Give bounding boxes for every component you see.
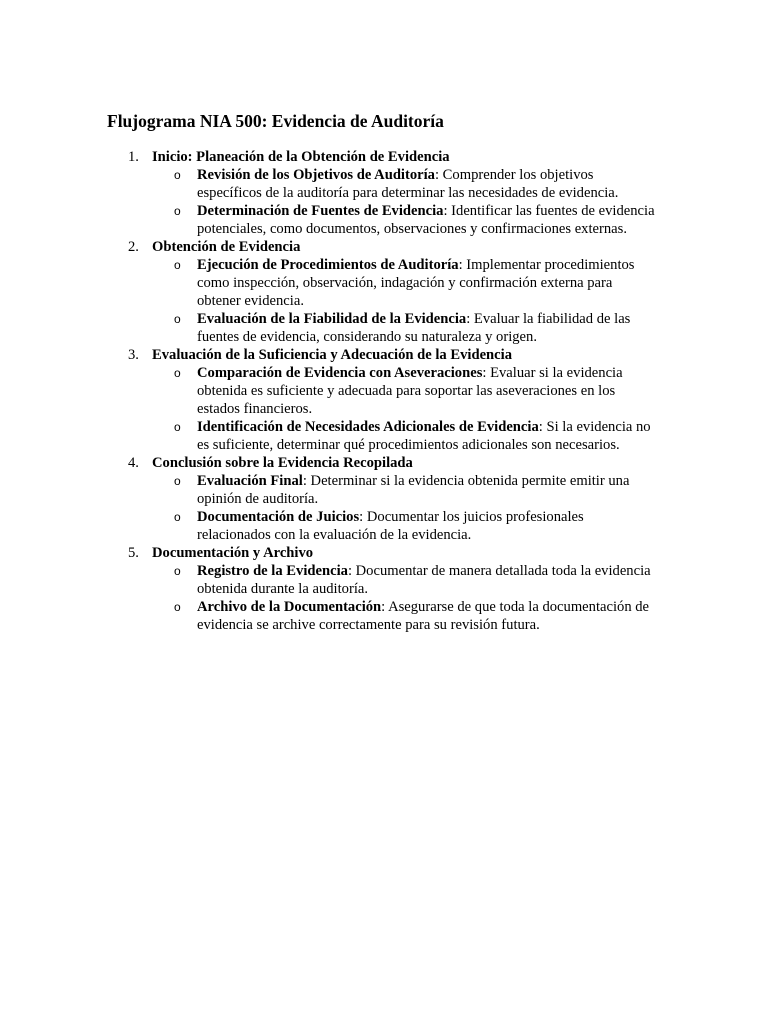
bullet-icon: o — [174, 510, 181, 524]
bullet-icon: o — [174, 474, 181, 488]
subitem-list — [0, 256, 768, 346]
subitem-list — [0, 364, 768, 454]
section-number: 1. — [128, 149, 139, 165]
subitem — [174, 310, 655, 346]
subitem-text: : Asegurarse de que toda la documentación de evidencia se archive correctamente para su revisión futura. — [197, 599, 650, 633]
section-title: Evaluación de la Suficiencia y Adecuación de la Evidencia — [152, 347, 513, 363]
subitem-text: : Documentar de manera detallada toda la evidencia obtenida durante la auditoría. — [197, 563, 651, 597]
subitem-term: Comparación de Evidencia con Aseveraciones — [197, 365, 483, 381]
subitem-list — [0, 166, 768, 238]
section-title: Conclusión sobre la Evidencia Recopilada — [152, 455, 413, 471]
section-heading — [0, 544, 768, 562]
bullet-icon: o — [174, 258, 181, 272]
subitem-text: : Identificar las fuentes de evidencia potenciales, como documentos, observaciones y confirmaciones externas. — [197, 203, 655, 237]
section-number: 4. — [128, 455, 139, 471]
section-item — [0, 148, 768, 238]
subitem — [174, 418, 655, 454]
section-number: 3. — [128, 347, 139, 363]
section-heading — [0, 238, 768, 256]
subitem-text: : Documentar los juicios profesionales relacionados con la evaluación de la evidencia. — [197, 509, 584, 543]
section-list — [0, 148, 768, 634]
subitem — [174, 598, 655, 634]
subitem-text: : Implementar procedimientos como inspección, observación, indagación y confirmación externa para obtener evidencia. — [197, 257, 635, 309]
subitem-term: Ejecución de Procedimientos de Auditoría — [197, 257, 459, 273]
subitem-text: : Comprender los objetivos específicos de la auditoría para determinar las necesidades de evidencia. — [197, 167, 619, 201]
bullet-icon: o — [174, 366, 181, 380]
subitem — [174, 202, 655, 238]
subitem-text: : Si la evidencia no es suficiente, determinar qué procedimientos adicionales son necesarios. — [197, 419, 651, 453]
subitem — [174, 256, 655, 310]
subitem-term: Revisión de los Objetivos de Auditoría — [197, 167, 435, 183]
subitem-term: Registro de la Evidencia — [197, 563, 348, 579]
section-heading — [0, 454, 768, 472]
section-title: Obtención de Evidencia — [152, 239, 301, 255]
document-title: Flujograma NIA 500: Evidencia de Auditoría — [107, 111, 444, 131]
subitem-text: : Evaluar la fiabilidad de las fuentes de evidencia, considerando su naturaleza y origen. — [197, 311, 631, 345]
subitem-list — [0, 562, 768, 634]
section-item — [0, 238, 768, 346]
section-item — [0, 544, 768, 634]
section-title: Documentación y Archivo — [152, 545, 314, 561]
subitem-text: : Determinar si la evidencia obtenida permite emitir una opinión de auditoría. — [197, 473, 630, 507]
subitem-list — [0, 472, 768, 544]
subitem-term: Documentación de Juicios — [197, 509, 360, 525]
bullet-icon: o — [174, 420, 181, 434]
section-number: 5. — [128, 545, 139, 561]
section-title: Inicio: Planeación de la Obtención de Evidencia — [152, 149, 450, 165]
subitem — [174, 508, 655, 544]
section-heading — [0, 346, 768, 364]
bullet-icon: o — [174, 168, 181, 182]
subitem-term: Evaluación Final — [197, 473, 303, 489]
bullet-icon: o — [174, 204, 181, 218]
subitem — [174, 472, 655, 508]
subitem — [174, 364, 655, 418]
subitem-term: Identificación de Necesidades Adicionales de Evidencia — [197, 419, 539, 435]
subitem-term: Archivo de la Documentación — [197, 599, 382, 615]
subitem — [174, 166, 655, 202]
subitem-term: Evaluación de la Fiabilidad de la Evidencia — [197, 311, 467, 327]
bullet-icon: o — [174, 564, 181, 578]
bullet-icon: o — [174, 600, 181, 614]
section-heading — [0, 148, 768, 166]
section-item — [0, 346, 768, 454]
bullet-icon: o — [174, 312, 181, 326]
subitem — [174, 562, 655, 598]
subitem-text: : Evaluar si la evidencia obtenida es suficiente y adecuada para soportar las aseveraciones en los estados financieros. — [197, 365, 623, 417]
subitem-term: Determinación de Fuentes de Evidencia — [197, 203, 444, 219]
section-number: 2. — [128, 239, 139, 255]
section-item — [0, 454, 768, 544]
